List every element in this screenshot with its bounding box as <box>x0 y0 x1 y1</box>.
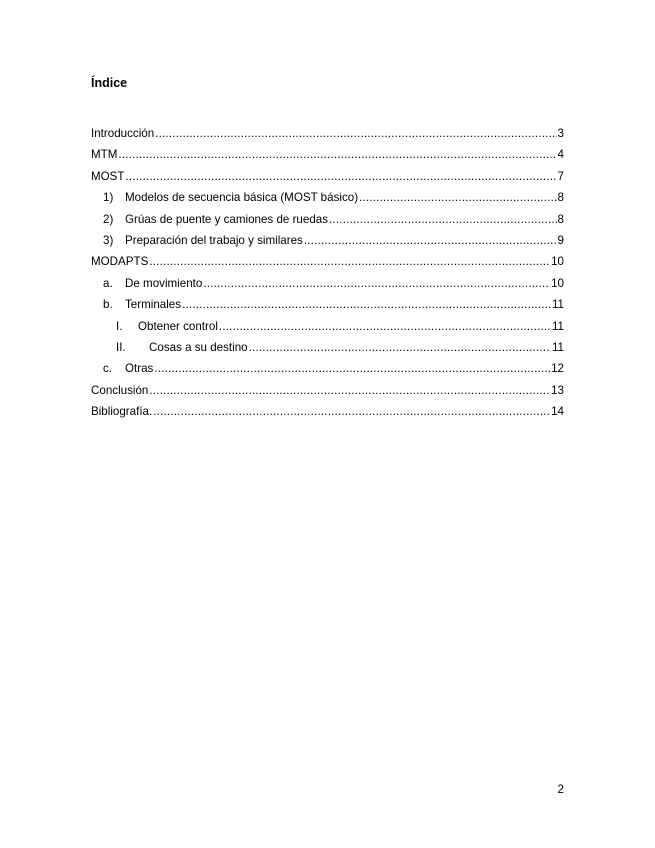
toc-entry-page: 11 <box>551 298 564 312</box>
toc-entry-marker: I. <box>116 319 123 333</box>
toc-entry-page: 11 <box>551 319 564 333</box>
toc-entry-conclusion[interactable] <box>91 383 564 404</box>
toc-entry-page: 10 <box>551 276 564 290</box>
toc-dot-leader <box>182 297 551 313</box>
toc-dot-leader <box>329 212 557 228</box>
toc-entry-label: Introducción <box>91 127 155 140</box>
page-title: Índice <box>91 76 128 90</box>
toc-entry-page: 7 <box>557 169 564 183</box>
toc-entry-page: 10 <box>551 255 564 269</box>
page-number: 2 <box>557 783 564 796</box>
toc-entry-label: MTM <box>91 148 118 162</box>
toc-entry-otras[interactable] <box>91 361 564 382</box>
toc-entry-page: 4 <box>557 148 564 162</box>
toc-entry-preparacion[interactable] <box>91 233 564 254</box>
toc-entry-label: Obtener control <box>138 319 218 333</box>
toc-entry-label: Terminales <box>125 298 182 312</box>
toc-dot-leader <box>126 169 557 185</box>
toc-entry-terminales[interactable] <box>91 297 564 318</box>
toc-entry-page: 8 <box>557 191 564 205</box>
toc-entry-page: 13 <box>551 383 564 397</box>
toc-entry-mtm[interactable] <box>91 147 564 168</box>
toc-entry-introduccion[interactable] <box>91 126 564 147</box>
toc-entry-label: MOST <box>91 169 125 183</box>
toc-entry-page: 9 <box>557 233 564 247</box>
toc-entry-obtener-control[interactable] <box>91 319 564 340</box>
toc-entry-marker: b. <box>103 298 113 312</box>
toc-dot-leader <box>153 404 550 420</box>
toc-entry-label: Cosas a su destino <box>149 340 248 354</box>
toc-entry-marker: 2) <box>103 212 114 226</box>
toc-entry-cosas-a-su-destino[interactable] <box>91 340 564 361</box>
toc-entry-page: 3 <box>557 127 564 140</box>
toc-entry-most[interactable] <box>91 169 564 190</box>
toc-entry-label: Grúas de puente y camiones de ruedas <box>125 212 329 226</box>
toc-entry-most-basico[interactable] <box>91 190 564 211</box>
toc-entry-page: 14 <box>551 405 564 419</box>
toc-dot-leader <box>219 319 551 335</box>
toc-entry-marker: a. <box>103 276 113 290</box>
toc-dot-leader <box>118 147 556 163</box>
toc-entry-modapts[interactable] <box>91 254 564 275</box>
toc-entry-gruas[interactable] <box>91 212 564 233</box>
toc-entry-label: Otras <box>125 362 154 376</box>
toc-entry-de-movimiento[interactable] <box>91 276 564 297</box>
toc-dot-leader <box>155 126 556 142</box>
toc-entry-label: Bibliografía. <box>91 405 153 419</box>
toc-entry-label: MODAPTS <box>91 255 149 269</box>
toc-entry-marker: 3) <box>103 233 114 247</box>
toc-dot-leader <box>249 340 551 356</box>
toc-entry-label: Conclusión <box>91 383 149 397</box>
toc-entry-marker: c. <box>103 362 113 376</box>
toc-dot-leader <box>203 276 550 292</box>
toc-dot-leader <box>304 233 557 249</box>
toc-entry-page: 11 <box>551 340 564 354</box>
toc-entry-marker: 1) <box>103 191 114 205</box>
toc-entry-bibliografia[interactable] <box>91 404 564 425</box>
toc-dot-leader <box>359 190 556 206</box>
toc-entry-page: 8 <box>557 212 564 226</box>
toc-dot-leader <box>149 383 550 399</box>
toc-entry-label: De movimiento <box>125 276 203 290</box>
toc-dot-leader <box>149 254 550 270</box>
toc-entry-page: 12 <box>551 362 564 376</box>
toc-entry-label: Preparación del trabajo y similares <box>125 233 303 247</box>
toc-entry-label: Modelos de secuencia básica (MOST básico) <box>125 191 359 205</box>
toc-entry-marker: II. <box>116 340 126 354</box>
toc-dot-leader <box>154 361 550 377</box>
table-of-contents <box>91 126 564 425</box>
